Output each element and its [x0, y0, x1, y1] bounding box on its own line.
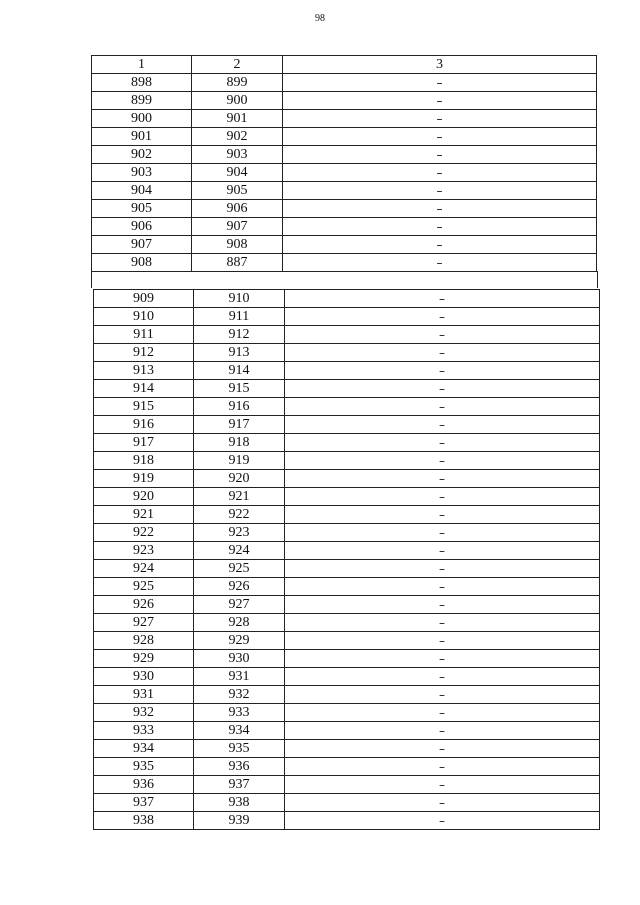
table-cell-col-3: –: [283, 164, 597, 182]
table-cell-col-1: 925: [94, 578, 194, 596]
table-cell-col-1: 906: [92, 218, 192, 236]
table-row: [94, 308, 600, 326]
table-gap-row: [91, 271, 598, 288]
table-row: [94, 578, 600, 596]
table-cell-col-1: 910: [94, 308, 194, 326]
table-cell-col-1: 913: [94, 362, 194, 380]
table-cell-col-3: –: [285, 416, 600, 434]
table-cell-col-1: 900: [92, 110, 192, 128]
table-cell-col-3: –: [285, 650, 600, 668]
table-cell-col-1: 902: [92, 146, 192, 164]
table-row: [94, 704, 600, 722]
table-cell-col-2: 902: [192, 128, 283, 146]
table-cell-col-2: 924: [194, 542, 285, 560]
table-cell-col-1: 917: [94, 434, 194, 452]
table-cell-col-3: –: [285, 812, 600, 830]
table-row: [94, 668, 600, 686]
table-cell-col-1: 937: [94, 794, 194, 812]
table-cell-col-2: 936: [194, 758, 285, 776]
table-cell-col-1: 903: [92, 164, 192, 182]
table-cell-col-1: 907: [92, 236, 192, 254]
table-cell-col-2: 911: [194, 308, 285, 326]
table-cell-col-3: –: [285, 668, 600, 686]
table-cell-col-2: 939: [194, 812, 285, 830]
table-cell-col-2: 921: [194, 488, 285, 506]
table-cell-col-3: –: [285, 506, 600, 524]
table-cell-col-2: 899: [192, 74, 283, 92]
table-cell-col-2: 912: [194, 326, 285, 344]
table-cell-col-2: 913: [194, 344, 285, 362]
table-cell-col-2: 915: [194, 380, 285, 398]
table-cell-col-1: 919: [94, 470, 194, 488]
table-row: [94, 722, 600, 740]
table-cell-col-1: 934: [94, 740, 194, 758]
table-cell-col-3: –: [283, 146, 597, 164]
table-cell-col-3: –: [285, 758, 600, 776]
table-row: [94, 434, 600, 452]
table-row: [92, 200, 597, 218]
table-cell-col-2: 929: [194, 632, 285, 650]
table-cell-col-2: 937: [194, 776, 285, 794]
table-row: [92, 164, 597, 182]
table-row: [94, 524, 600, 542]
table-row: [94, 542, 600, 560]
table-cell-col-1: 936: [94, 776, 194, 794]
table-cell-col-3: –: [283, 236, 597, 254]
table-row: [94, 488, 600, 506]
table-cell-col-1: 928: [94, 632, 194, 650]
table-cell-col-2: 904: [192, 164, 283, 182]
table-cell-col-1: 923: [94, 542, 194, 560]
table-cell-col-1: 927: [94, 614, 194, 632]
table-row: [94, 398, 600, 416]
table-cell-col-3: –: [285, 560, 600, 578]
table-cell-col-3: –: [283, 74, 597, 92]
table-row: [92, 92, 597, 110]
data-table-top: [91, 55, 597, 272]
table-row: [92, 110, 597, 128]
table-cell-col-1: 932: [94, 704, 194, 722]
table-row: [94, 362, 600, 380]
table-cell-col-3: –: [285, 524, 600, 542]
table-cell-col-1: 909: [94, 290, 194, 308]
table-cell-col-1: 924: [94, 560, 194, 578]
table-cell-col-2: 907: [192, 218, 283, 236]
table-row: [92, 254, 597, 272]
table-row: [92, 182, 597, 200]
table-cell-col-1: 920: [94, 488, 194, 506]
table-cell-col-2: 923: [194, 524, 285, 542]
table-cell-col-3: –: [285, 488, 600, 506]
table-row: [94, 452, 600, 470]
table-row: [92, 236, 597, 254]
table-cell-col-3: –: [285, 344, 600, 362]
table-cell-col-2: 908: [192, 236, 283, 254]
table-cell-col-2: 919: [194, 452, 285, 470]
table-cell-col-1: 930: [94, 668, 194, 686]
table-cell-col-2: 926: [194, 578, 285, 596]
table-cell-col-1: 908: [92, 254, 192, 272]
table-cell-col-1: 926: [94, 596, 194, 614]
table-cell-col-3: –: [285, 686, 600, 704]
table-cell-col-3: –: [285, 596, 600, 614]
table-cell-col-3: –: [283, 254, 597, 272]
table-row: [94, 326, 600, 344]
header-cell-3: 3: [283, 56, 597, 74]
table-row: [94, 506, 600, 524]
table-cell-col-2: 901: [192, 110, 283, 128]
table-row: [94, 290, 600, 308]
page-number: 98: [315, 13, 325, 24]
table-cell-col-1: 912: [94, 344, 194, 362]
table-cell-col-1: 904: [92, 182, 192, 200]
table-cell-col-1: 916: [94, 416, 194, 434]
table-row: [94, 740, 600, 758]
table-cell-col-1: 901: [92, 128, 192, 146]
table-cell-col-1: 915: [94, 398, 194, 416]
table-cell-col-3: –: [285, 470, 600, 488]
table-cell-col-2: 928: [194, 614, 285, 632]
table-row: [92, 146, 597, 164]
table-row: [94, 560, 600, 578]
table-cell-col-3: –: [285, 776, 600, 794]
data-table-bottom-body: [94, 290, 600, 830]
table-cell-col-2: 910: [194, 290, 285, 308]
table-cell-col-2: 925: [194, 560, 285, 578]
data-table-bottom: [93, 289, 600, 830]
table-row: [94, 776, 600, 794]
table-cell-col-2: 906: [192, 200, 283, 218]
table-cell-col-3: –: [285, 326, 600, 344]
table-cell-col-2: 905: [192, 182, 283, 200]
table-cell-col-3: –: [283, 218, 597, 236]
table-cell-col-2: 932: [194, 686, 285, 704]
table-cell-col-1: 914: [94, 380, 194, 398]
table-cell-col-2: 931: [194, 668, 285, 686]
table-cell-col-1: 931: [94, 686, 194, 704]
table-row: [94, 650, 600, 668]
table-row: [94, 686, 600, 704]
table-cell-col-2: 934: [194, 722, 285, 740]
table-cell-col-3: –: [285, 380, 600, 398]
header-cell-2: 2: [192, 56, 283, 74]
table-cell-col-2: 887: [192, 254, 283, 272]
table-cell-col-1: 922: [94, 524, 194, 542]
table-cell-col-2: 933: [194, 704, 285, 722]
header-row: [92, 56, 597, 74]
table-row: [94, 380, 600, 398]
table-cell-col-1: 938: [94, 812, 194, 830]
table-cell-col-3: –: [285, 308, 600, 326]
table-cell-col-1: 935: [94, 758, 194, 776]
table-cell-col-1: 918: [94, 452, 194, 470]
table-cell-col-2: 920: [194, 470, 285, 488]
table-cell-col-2: 917: [194, 416, 285, 434]
table-cell-col-3: –: [283, 110, 597, 128]
table-row: [92, 128, 597, 146]
table-cell-col-1: 911: [94, 326, 194, 344]
table-row: [94, 632, 600, 650]
table-cell-col-3: –: [285, 452, 600, 470]
table-cell-col-2: 922: [194, 506, 285, 524]
table-cell-col-1: 929: [94, 650, 194, 668]
table-row: [94, 470, 600, 488]
table-cell-col-1: 898: [92, 74, 192, 92]
table-cell-col-2: 914: [194, 362, 285, 380]
table-cell-col-1: 933: [94, 722, 194, 740]
table-cell-col-3: –: [285, 632, 600, 650]
table-row: [94, 596, 600, 614]
table-row: [94, 344, 600, 362]
table-row: [94, 416, 600, 434]
table-cell-col-2: 918: [194, 434, 285, 452]
table-row: [94, 758, 600, 776]
table-cell-col-2: 930: [194, 650, 285, 668]
table-cell-col-1: 905: [92, 200, 192, 218]
table-cell-col-3: –: [285, 704, 600, 722]
table-cell-col-3: –: [283, 182, 597, 200]
table-row: [94, 812, 600, 830]
table-cell-col-2: 900: [192, 92, 283, 110]
header-cell-1: 1: [92, 56, 192, 74]
table-cell-col-2: 938: [194, 794, 285, 812]
table-cell-col-3: –: [283, 128, 597, 146]
table-cell-col-2: 916: [194, 398, 285, 416]
table-cell-col-3: –: [283, 200, 597, 218]
table-cell-col-2: 927: [194, 596, 285, 614]
table-row: [92, 218, 597, 236]
table-cell-col-3: –: [285, 794, 600, 812]
table-cell-col-3: –: [285, 542, 600, 560]
table-cell-col-3: –: [285, 362, 600, 380]
table-cell-col-3: –: [285, 740, 600, 758]
table-cell-col-2: 903: [192, 146, 283, 164]
table-cell-col-3: –: [285, 578, 600, 596]
table-cell-col-3: –: [285, 398, 600, 416]
table-cell-col-2: 935: [194, 740, 285, 758]
table-cell-col-3: –: [285, 290, 600, 308]
table-cell-col-3: –: [285, 434, 600, 452]
table-row: [92, 74, 597, 92]
table-cell-col-3: –: [285, 614, 600, 632]
data-table-top-body: [92, 56, 597, 272]
table-cell-col-3: –: [285, 722, 600, 740]
table-cell-col-3: –: [283, 92, 597, 110]
table-cell-col-1: 921: [94, 506, 194, 524]
table-row: [94, 794, 600, 812]
table-cell-col-1: 899: [92, 92, 192, 110]
table-row: [94, 614, 600, 632]
